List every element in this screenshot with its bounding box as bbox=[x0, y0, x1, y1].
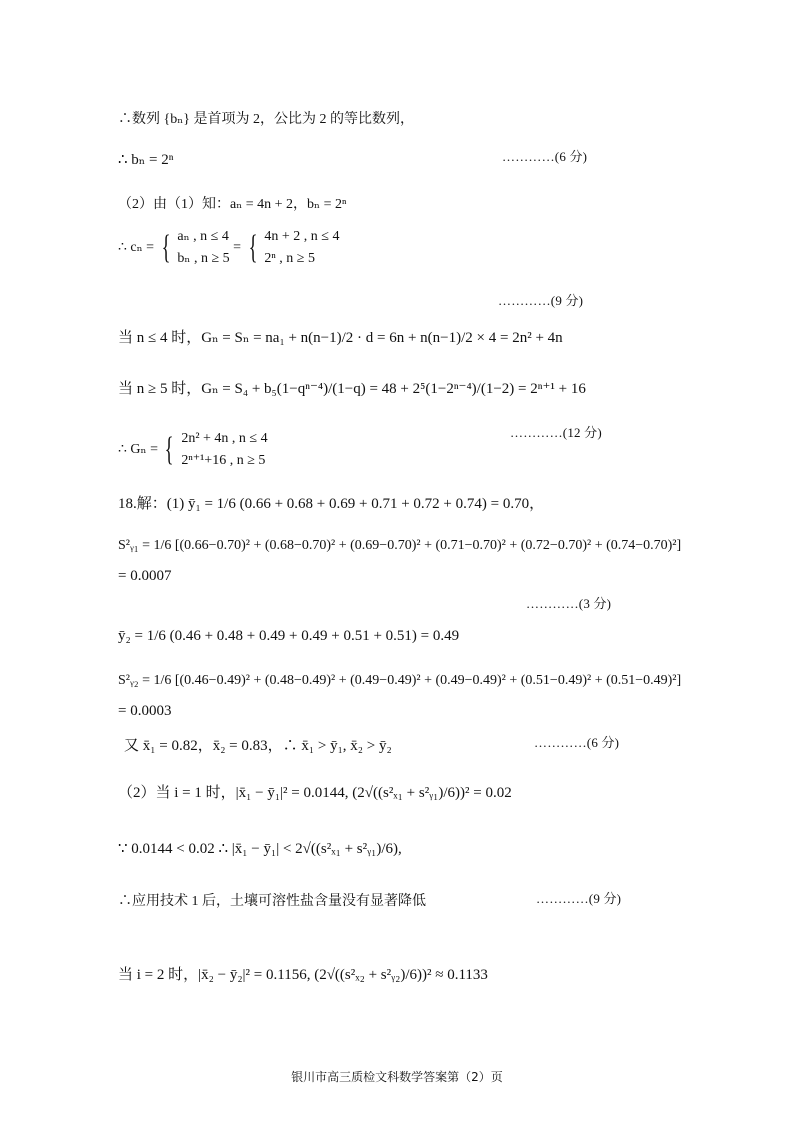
line-bn-formula: ∴ bₙ = 2ⁿ bbox=[118, 152, 174, 168]
gn-row1: 2n² + 4n , n ≤ 4 bbox=[181, 431, 268, 446]
score-9-b: …………(9 分) bbox=[536, 891, 622, 906]
cn-prefix: ∴ cₙ = bbox=[118, 240, 155, 256]
line-q18-y2-mean: ȳ₂ = 1/6 (0.46 + 0.48 + 0.49 + 0.49 + 0.51 + 0.51) = 0.49 bbox=[118, 628, 460, 644]
gn-cases bbox=[181, 428, 267, 472]
line-q18-s-y2: S²ᵧ₂ = 1/6 [(0.46−0.49)² + (0.48−0.49)² + (0.49−0.49)² + (0.49−0.49)² + (0.51−0.49)² + (0.51−0.49)²] bbox=[118, 673, 682, 688]
left-brace-icon: { bbox=[161, 229, 171, 266]
line-gn-n-ge-5: 当 n ≥ 5 时，Gₙ = S₄ + b₅(1−qⁿ⁻⁴)/(1−q) = 48 + 2⁵(1−2ⁿ⁻⁴)/(1−2) = 2ⁿ⁺¹ + 16 bbox=[118, 381, 586, 397]
cn-case2-row2: 2ⁿ , n ≥ 5 bbox=[264, 251, 315, 266]
score-6-b: …………(6 分) bbox=[534, 735, 620, 750]
cn-case2-row1: 4n + 2 , n ≤ 4 bbox=[264, 229, 340, 244]
score-6-a: …………(6 分) bbox=[502, 149, 588, 164]
line-q18-s-y1-value: = 0.0007 bbox=[118, 568, 172, 584]
line-q18-s-y1: S²ᵧ₁ = 1/6 [(0.66−0.70)² + (0.68−0.70)² + (0.69−0.70)² + (0.71−0.70)² + (0.72−0.70)² + (0.74−0.70)²] bbox=[118, 538, 682, 553]
cn-case2 bbox=[264, 226, 339, 270]
cn-case1 bbox=[177, 226, 229, 270]
line-q18-part2-i2: 当 i = 2 时，|x̄₂ − ȳ₂|² = 0.1156, (2√((s²ₓ₂ + s²ᵧ₂)/6))² ≈ 0.1133 bbox=[118, 967, 488, 983]
line-q18-y1-mean: 18.解：(1) ȳ₁ = 1/6 (0.66 + 0.68 + 0.69 + 0.71 + 0.72 + 0.74) = 0.70， bbox=[118, 496, 545, 512]
score-9-a: …………(9 分) bbox=[498, 293, 584, 308]
score-3: …………(3 分) bbox=[526, 596, 612, 611]
page-footer: 银川市高三质检文科数学答案第（2）页 bbox=[291, 1070, 503, 1084]
score-12: …………(12 分) bbox=[510, 425, 602, 440]
gn-row2: 2ⁿ⁺¹+16 , n ≥ 5 bbox=[181, 453, 266, 468]
left-brace-icon: { bbox=[165, 431, 175, 468]
gn-prefix: ∴ Gₙ = bbox=[118, 442, 158, 458]
line-part2-given: （2）由（1）知：aₙ = 4n + 2，bₙ = 2ⁿ bbox=[118, 197, 347, 212]
line-q18-part2-i1: （2）当 i = 1 时，|x̄₁ − ȳ₁|² = 0.0144, (2√((s²ₓ₁ + s²ᵧ₁)/6))² = 0.02 bbox=[118, 785, 512, 801]
gn-piecewise bbox=[118, 428, 268, 472]
line-bn-geometric: ∴数列 {bₙ} 是首项为 2，公比为 2 的等比数列， bbox=[118, 112, 414, 127]
cn-case1-row1: aₙ , n ≤ 4 bbox=[177, 229, 229, 244]
line-q18-since: ∵ 0.0144 < 0.02 ∴ |x̄₁ − ȳ₁| < 2√((s²ₓ₁ + s²ᵧ₁)/6), bbox=[118, 841, 402, 857]
cn-case1-row2: bₙ , n ≥ 5 bbox=[177, 251, 230, 266]
line-q18-compare: 又 x̄₁ = 0.82，x̄₂ = 0.83，∴ x̄₁ > ȳ₁, x̄₂ > ȳ₂ bbox=[124, 738, 392, 754]
line-q18-conclusion1: ∴应用技术 1 后，土壤可溶性盐含量没有显著降低 bbox=[118, 894, 426, 909]
line-q18-s-y2-value: = 0.0003 bbox=[118, 703, 172, 719]
line-gn-n-le-4: 当 n ≤ 4 时，Gₙ = Sₙ = na₁ + n(n−1)/2 · d = 6n + n(n−1)/2 × 4 = 2n² + 4n bbox=[118, 330, 563, 346]
left-brace-icon: { bbox=[248, 229, 258, 266]
cn-equals: = bbox=[233, 240, 242, 256]
cn-piecewise bbox=[118, 226, 339, 270]
